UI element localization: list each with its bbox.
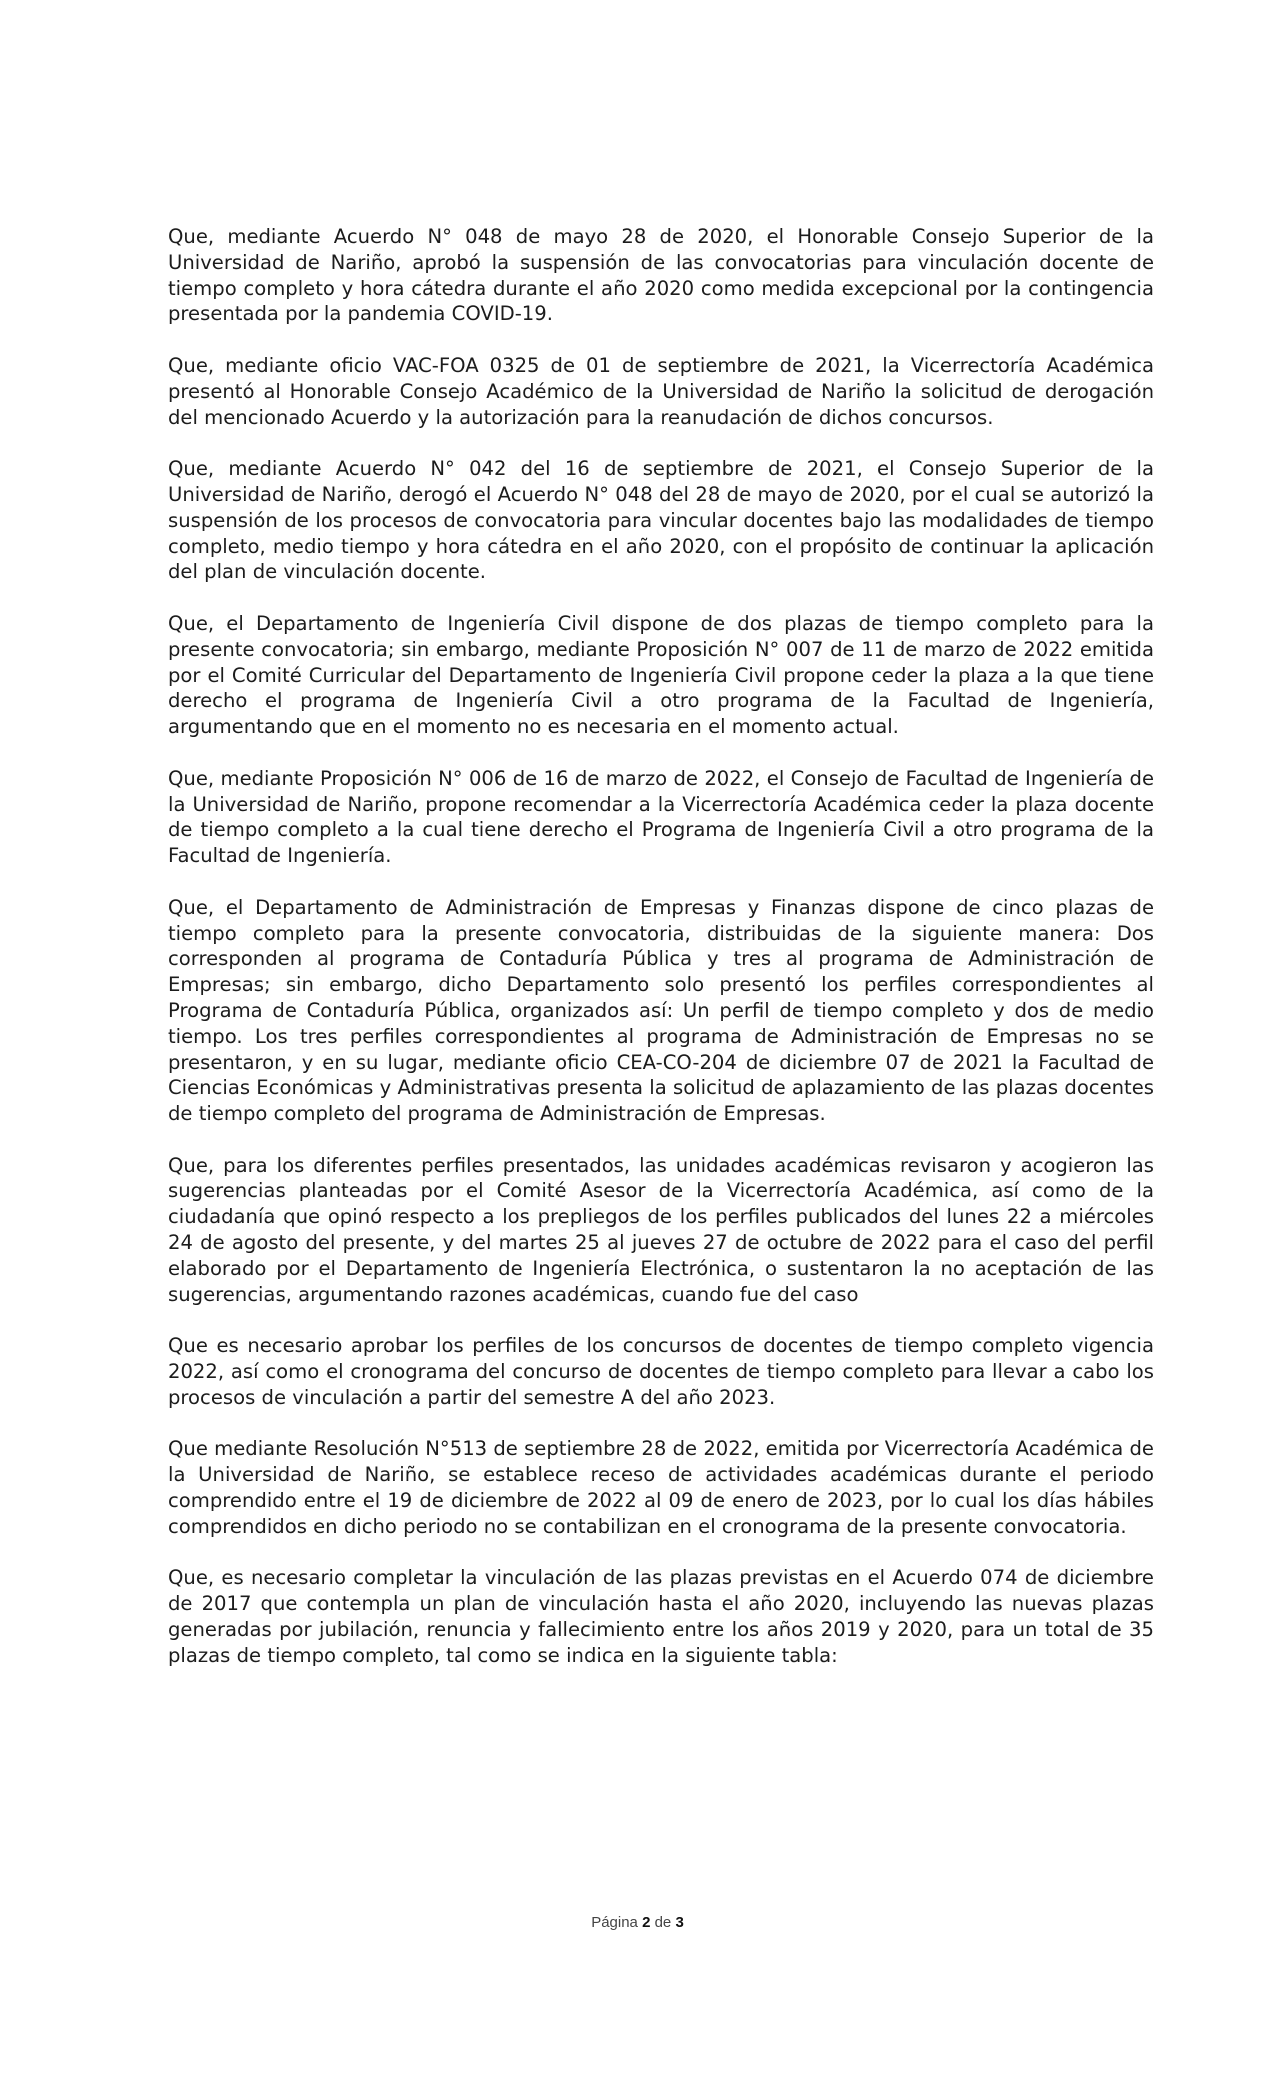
paragraph-administracion-empresas: Que, el Departamento de Administración de Empresas y Finanzas dispone de cinco plazas de tiempo completo para la presente convocatoria, distribuidas de la siguiente manera: Dos corresponden al programa de Contaduría Pública y tres al programa de Administración de Empresas; sin embargo, dicho Departamento solo presentó los perfiles correspondientes al Programa de Contaduría Pública, organizados así: Un perfil de tiempo completo y dos de medio tiempo. Los tres perfiles correspondientes al programa de Administración de Empresas no se presentaron, y en su lugar, mediante oficio CEA-CO-204 de diciembre 07 de 2021 la Facultad de Ciencias Económicas y Administrativas presenta la solicitud de aplazamiento de las plazas docentes de tiempo completo del programa de Administración de Empresas. bbox=[168, 895, 1154, 1126]
total-pages-number: 3 bbox=[675, 1914, 684, 1931]
of-label: de bbox=[654, 1914, 672, 1931]
paragraph-proposicion-006: Que, mediante Proposición N° 006 de 16 de marzo de 2022, el Consejo de Facultad de Ingeniería de la Universidad de Nariño, propone recomendar a la Vicerrectoría Académica ceder la plaza docente de tiempo completo a la cual tiene derecho el Programa de Ingeniería Civil a otro programa de la Facultad de Ingeniería. bbox=[168, 766, 1154, 868]
paragraph-acuerdo-074: Que, es necesario completar la vinculación de las plazas previstas en el Acuerdo 074 de diciembre de 2017 que contempla un plan de vinculación hasta el año 2020, incluyendo las nuevas plazas generadas por jubilación, renuncia y fallecimiento entre los años 2019 y 2020, para un total de 35 plazas de tiempo completo, tal como se indica en la siguiente tabla: bbox=[168, 1566, 1154, 1667]
page-label: Página bbox=[591, 1914, 638, 1931]
document-body bbox=[168, 224, 1154, 1694]
paragraph-acuerdo-042: Que, mediante Acuerdo N° 042 del 16 de septiembre de 2021, el Consejo Superior de la Universidad de Nariño, derogó el Acuerdo N° 048 del 28 de mayo de 2020, por el cual se autorizó la suspensión de los procesos de convocatoria para vincular docentes bajo las modalidades de tiempo completo, medio tiempo y hora cátedra en el año 2020, con el propósito de continuar la aplicación del plan de vinculación docente. bbox=[168, 457, 1154, 584]
paragraph-oficio-vac-foa: Que, mediante oficio VAC-FOA 0325 de 01 de septiembre de 2021, la Vicerrectoría Académica presentó al Honorable Consejo Académico de la Universidad de Nariño la solicitud de derogación del mencionado Acuerdo y la autorización para la reanudación de dichos concursos. bbox=[168, 353, 1154, 429]
paragraph-resolucion-513: Que mediante Resolución N°513 de septiembre 28 de 2022, emitida por Vicerrectoría Académica de la Universidad de Nariño, se establece receso de actividades académicas durante el periodo comprendido entre el 19 de diciembre de 2022 al 09 de enero de 2023, por lo cual los días hábiles comprendidos en dicho periodo no se contabilizan en el cronograma de la presente convocatoria. bbox=[168, 1437, 1154, 1538]
page-footer bbox=[0, 1914, 1275, 1931]
paragraph-ingenieria-civil: Que, el Departamento de Ingeniería Civil dispone de dos plazas de tiempo completo para la presente convocatoria; sin embargo, mediante Proposición N° 007 de 11 de marzo de 2022 emitida por el Comité Curricular del Departamento de Ingeniería Civil propone ceder la plaza a la que tiene derecho el programa de Ingeniería Civil a otro programa de la Facultad de Ingeniería, argumentando que en el momento no es necesaria en el momento actual. bbox=[168, 611, 1154, 739]
current-page-number: 2 bbox=[642, 1914, 651, 1931]
paragraph-aprobar-perfiles: Que es necesario aprobar los perfiles de los concursos de docentes de tiempo completo vigencia 2022, así como el cronograma del concurso de docentes de tiempo completo para llevar a cabo los procesos de vinculación a partir del semestre A del año 2023. bbox=[168, 1334, 1154, 1409]
paragraph-acuerdo-048: Que, mediante Acuerdo N° 048 de mayo 28 de 2020, el Honorable Consejo Superior de la Universidad de Nariño, aprobó la suspensión de las convocatorias para vinculación docente de tiempo completo y hora cátedra durante el año 2020 como medida excepcional por la contingencia presentada por la pandemia COVID-19. bbox=[168, 225, 1154, 326]
paragraph-perfiles-presentados: Que, para los diferentes perfiles presentados, las unidades académicas revisaron y acogieron las sugerencias planteadas por el Comité Asesor de la Vicerrectoría Académica, así como de la ciudadanía que opinó respecto a los prepliegos de los perfiles publicados del lunes 22 a miércoles 24 de agosto del presente, y del martes 25 al jueves 27 de octubre de 2022 para el caso del perfil elaborado por el Departamento de Ingeniería Electrónica, o sustentaron la no aceptación de las sugerencias, argumentando razones académicas, cuando fue del caso bbox=[168, 1153, 1154, 1306]
